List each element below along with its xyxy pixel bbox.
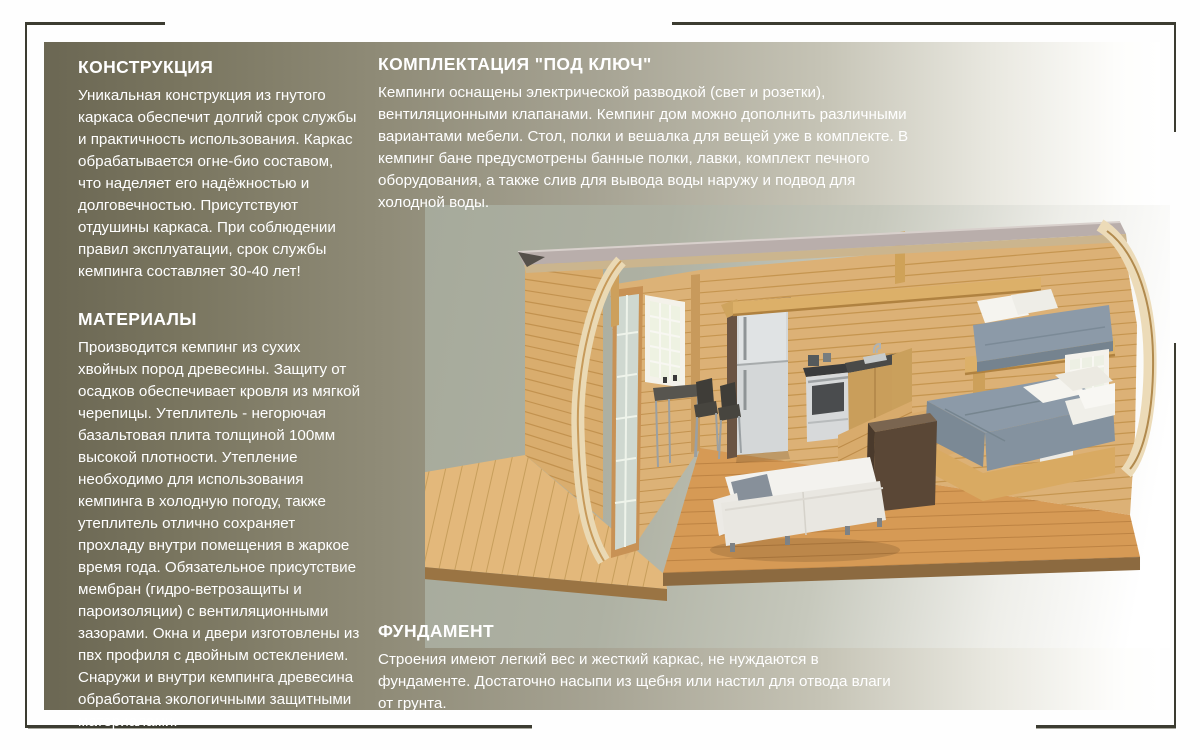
fridge <box>727 297 791 463</box>
frame-top-left-segment <box>25 22 165 25</box>
frame-right-line-top <box>1174 22 1176 132</box>
materials-body: Производится кемпинг из сухих хвойных пород древесины. Защиту от осадков обеспечивает кровля из мягкой черепицы. Утеплитель - негорючая базальтовая плита толщиной 100мм высокой плотности. Утепление необходимо для использования кемпинга в холодную погоду, также утеплитель отлично сохраняет прохладу внутри помещения в жаркое время года. Обязательное присутствие мембран (гидро-ветрозащиты и пароизоляции) с вентиляционными зазорами. Окна и двери изготовлены из пвх профиля с двойным остеклением. Снаружи и внутри кемпинга древесина обработана экологичными защитными материалами. <box>78 339 361 730</box>
construction-body: Уникальная конструкция из гнутого каркаса обеспечит долгий срок службы и практичность использования. Каркас обрабатывается огне-био составом, что наделяет его надёжностью и долговечностью. Присутствуют отдушины каркаса. При соблюдении правил эксплуатации, срок службы кемпинга составляет 30-40 лет! <box>78 87 357 280</box>
materials-title: МАТЕРИАЛЫ <box>78 309 197 329</box>
frame-bottom-right-shadow <box>1036 728 1176 729</box>
section-foundation <box>378 621 908 715</box>
cabin-cutaway-illustration <box>425 205 1170 648</box>
turnkey-body: Кемпинги оснащены электрической разводкой (свет и розетки), вентиляционными клапанами. Кемпинг дом можно дополнить различными вариантами мебели. Стол, полки и вешалка для вещей уже в комплекте. В кемпинг бане предусмотрены банные полки, лавки, комплект печного оборудования, а также слив для вывода воды наружу и подвод для холодной воды. <box>378 84 909 211</box>
turnkey-title: КОМПЛЕКТАЦИЯ "ПОД КЛЮЧ" <box>378 54 652 74</box>
construction-title: КОНСТРУКЦИЯ <box>78 57 214 77</box>
section-materials <box>78 309 362 733</box>
frame-top-right-segment <box>672 22 1176 25</box>
foundation-body: Строения имеют легкий вес и жесткий каркас, не нуждаются в фундаменте. Достаточно насыпи из щебня или настил для отвода влаги от грунта. <box>378 651 891 712</box>
frame-right-line-bottom <box>1174 343 1176 728</box>
cabin-photo-block <box>425 205 1170 648</box>
entry-door <box>611 286 643 558</box>
section-construction <box>78 57 360 283</box>
window-left <box>645 295 685 388</box>
foundation-title: ФУНДАМЕНТ <box>378 621 495 641</box>
section-turnkey <box>378 54 915 214</box>
frame-left-line <box>25 22 27 728</box>
